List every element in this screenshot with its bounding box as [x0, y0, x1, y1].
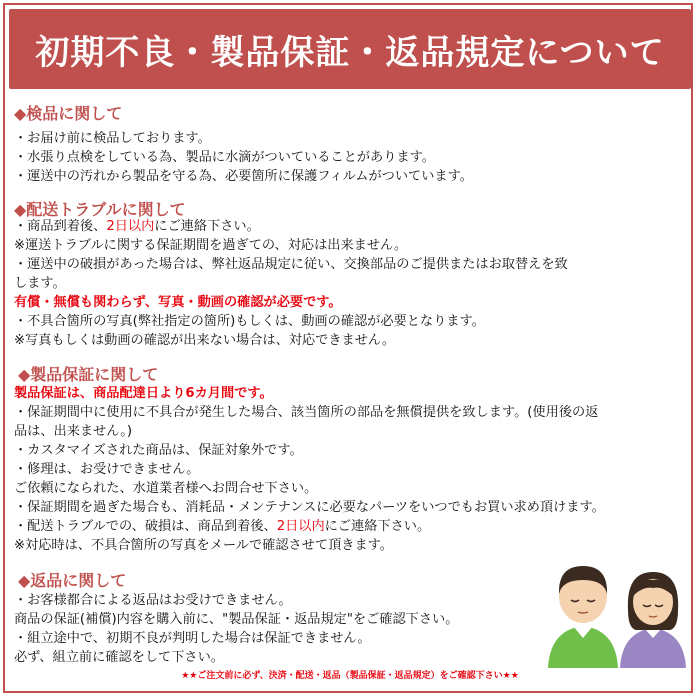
warranty-line-5: ご依頼になられた、水道業者様へお問合せ下さい。: [14, 481, 318, 496]
bowing-staff-illustration: [538, 538, 698, 668]
delivery-line-1-prefix: ・商品到着後、: [14, 219, 107, 234]
footer-notice: ★★ご注文前に必ず、決済・配送・返品（製品保証・返品規定）をご確認下さい★★: [181, 671, 519, 681]
returns-line-3: ・組立途中で、初期不良が判明した場合は保証できません。: [14, 631, 371, 646]
delivery-red-notice: 有償・無償も関わらず、写真・動画の確認が必要です。: [14, 295, 342, 310]
warranty-line-1: ・保証期間中に使用に不具合が発生した場合、該当箇所の部品を無償提供を致します。(使用後の返: [14, 405, 599, 420]
warranty-line-4: ・修理は、お受けできません。: [14, 462, 200, 477]
warranty-line-7-prefix: ・配送トラブルでの、破損は、商品到着後、: [14, 519, 277, 534]
returns-heading: ◆返品に関して: [18, 571, 127, 590]
warranty-deadline: 2日以内: [276, 519, 325, 534]
delivery-heading: ◆配送トラブルに関して: [14, 200, 186, 219]
warranty-heading: ◆製品保証に関して: [18, 365, 159, 384]
inspection-line-2: ・水張り点検をしている為、製品に水滴がついていることがあります。: [14, 150, 435, 165]
inspection-line-1: ・お届け前に検品しております。: [14, 131, 211, 146]
returns-line-4: 必ず、組立前に確認をして下さい。: [14, 650, 224, 665]
delivery-line-2: ※運送トラブルに関する保証期間を過ぎての、対応は出来ません。: [14, 238, 408, 253]
delivery-line-1-suffix: にご連絡下さい。: [154, 219, 260, 234]
warranty-line-8: ※対応時は、不具合箇所の写真をメールで確認させて頂きます。: [14, 538, 393, 553]
delivery-line-4: します。: [14, 276, 66, 291]
title-banner: [9, 9, 691, 89]
delivery-line-3: ・運送中の破損があった場合は、弊社返品規定に従い、交換部品のご提供またはお取替えを致: [14, 257, 568, 272]
delivery-line-5: ・不具合箇所の写真(弊社指定の箇所)もしくは、動画の確認が必要となります。: [14, 314, 485, 329]
inspection-line-3: ・運送中の汚れから製品を守る為、必要箇所に保護フィルムがついています。: [14, 169, 473, 184]
returns-line-1: ・お客様都合による返品はお受けできません。: [14, 593, 292, 608]
delivery-line-1: [14, 218, 260, 236]
warranty-line-7: [14, 518, 430, 536]
delivery-line-6: ※写真もしくは動画の確認が出来ない場合は、対応できません。: [14, 333, 396, 348]
returns-line-2: 商品の保証(補償)内容を購入前に、"製品保証・返品規定"をご確認下さい。: [14, 612, 459, 627]
warranty-line-2: 品は、出来ません。): [14, 424, 133, 439]
warranty-line-7-suffix: にご連絡下さい。: [324, 519, 431, 534]
woman-figure: [620, 572, 686, 668]
man-figure: [548, 566, 618, 668]
warranty-red-notice: 製品保証は、商品配達日より6カ月間です。: [14, 386, 273, 401]
page-title: 初期不良・製品保証・返品規定について: [35, 32, 665, 73]
inspection-heading: ◆検品に関して: [14, 104, 123, 123]
warranty-line-3: ・カスタマイズされた商品は、保証対象外です。: [14, 443, 303, 458]
delivery-deadline: 2日以内: [106, 219, 155, 234]
warranty-line-6: ・保証期間を過ぎた場合も、消耗品・メンテナンスに必要なパーツをいつでもお買い求め頂けます。: [14, 500, 605, 515]
